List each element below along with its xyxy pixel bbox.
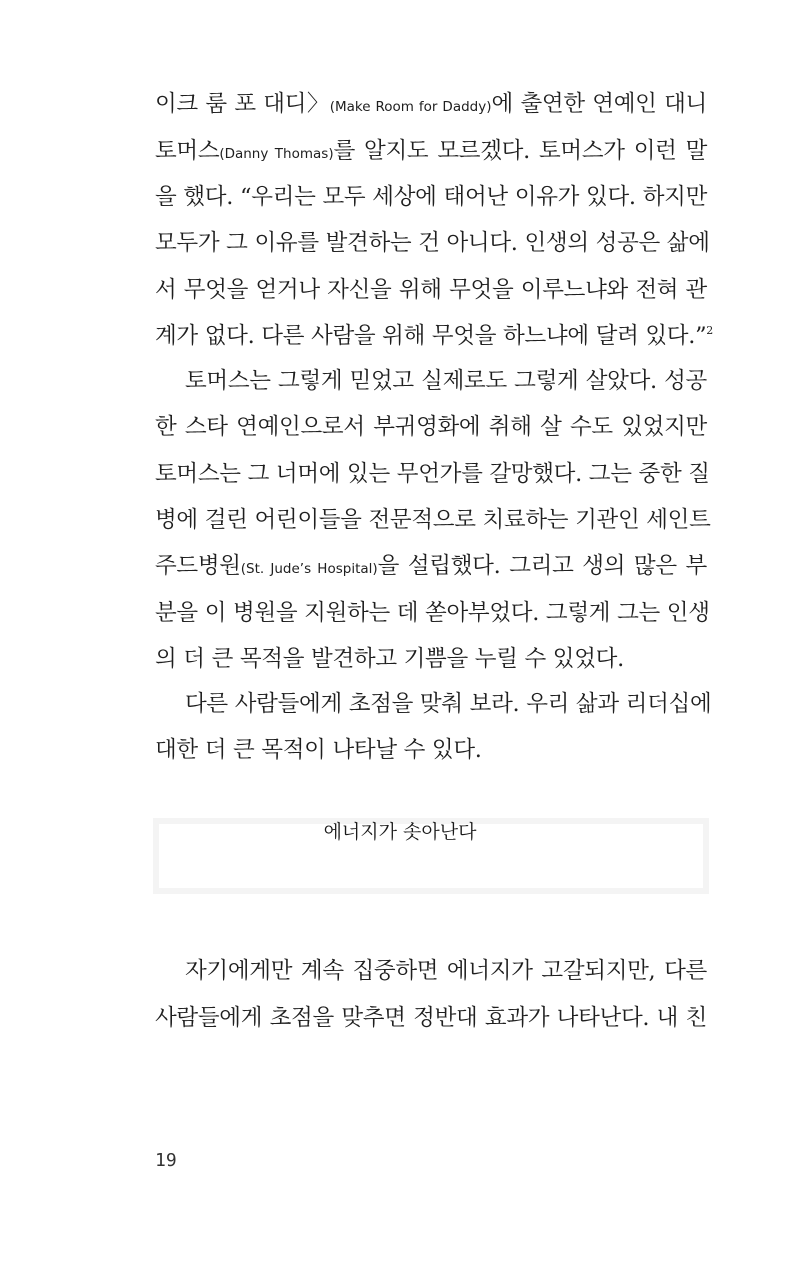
text-line: 자기에게만 계속 집중하면 에너지가 고갈되지만, 다른 <box>185 958 707 984</box>
page-number: 19 <box>155 1150 177 1171</box>
text-line: 병에 걸린 어린이들을 전문적으로 치료하는 기관인 세인트 <box>155 507 711 533</box>
text-segment: 이크 룸 포 대디〉 <box>155 91 330 117</box>
text-line: 서 무엇을 얻거나 자신을 위해 무엇을 이루느냐와 전혀 관 <box>155 277 707 303</box>
text-line: 토머스는 그렇게 믿었고 실제로도 그렇게 살았다. 성공 <box>185 368 707 394</box>
text-segment: 토머스 <box>155 138 220 164</box>
english-name: (St. Jude’s Hospital) <box>240 561 378 577</box>
text-line <box>155 321 713 351</box>
text-segment: 계가 없다. 다른 사람을 위해 무엇을 하느냐에 달려 있다.” <box>155 323 707 349</box>
text-line: 사람들에게 초점을 맞추면 정반대 효과가 나타난다. 내 친 <box>155 1005 707 1031</box>
text-line: 한 스타 연예인으로서 부귀영화에 취해 살 수도 있었지만 <box>155 414 707 440</box>
text-segment: 에 출연한 연예인 대니 <box>491 91 707 117</box>
text-line: 모두가 그 이유를 발견하는 건 아니다. 인생의 성공은 삶에 <box>155 230 710 256</box>
text-segment: 주드병원 <box>155 553 241 579</box>
text-line: 의 더 큰 목적을 발견하고 기쁨을 누릴 수 있었다. <box>155 646 624 672</box>
text-line <box>155 136 707 166</box>
text-segment: 을 설립했다. 그리고 생의 많은 부 <box>377 553 707 579</box>
text-line: 다른 사람들에게 초점을 맞춰 보라. 우리 삶과 리더십에 <box>185 691 712 717</box>
english-title: (Make Room for Daddy) <box>329 99 492 115</box>
text-line <box>155 551 707 581</box>
text-line: 대한 더 큰 목적이 나타날 수 있다. <box>155 737 482 763</box>
text-segment: 를 알지도 모르겠다. 토머스가 이런 말 <box>333 138 708 164</box>
text-line: 분을 이 병원을 지원하는 데 쏟아부었다. 그렇게 그는 인생 <box>155 600 710 626</box>
section-heading: 에너지가 솟아난다 <box>323 821 477 843</box>
footnote-marker: 2 <box>706 324 713 337</box>
text-line: 을 했다. “우리는 모두 세상에 태어난 이유가 있다. 하지만 <box>155 184 707 210</box>
text-line: 토머스는 그 너머에 있는 무언가를 갈망했다. 그는 중한 질 <box>155 461 710 487</box>
text-line <box>155 89 707 119</box>
english-name: (Danny Thomas) <box>219 146 334 162</box>
